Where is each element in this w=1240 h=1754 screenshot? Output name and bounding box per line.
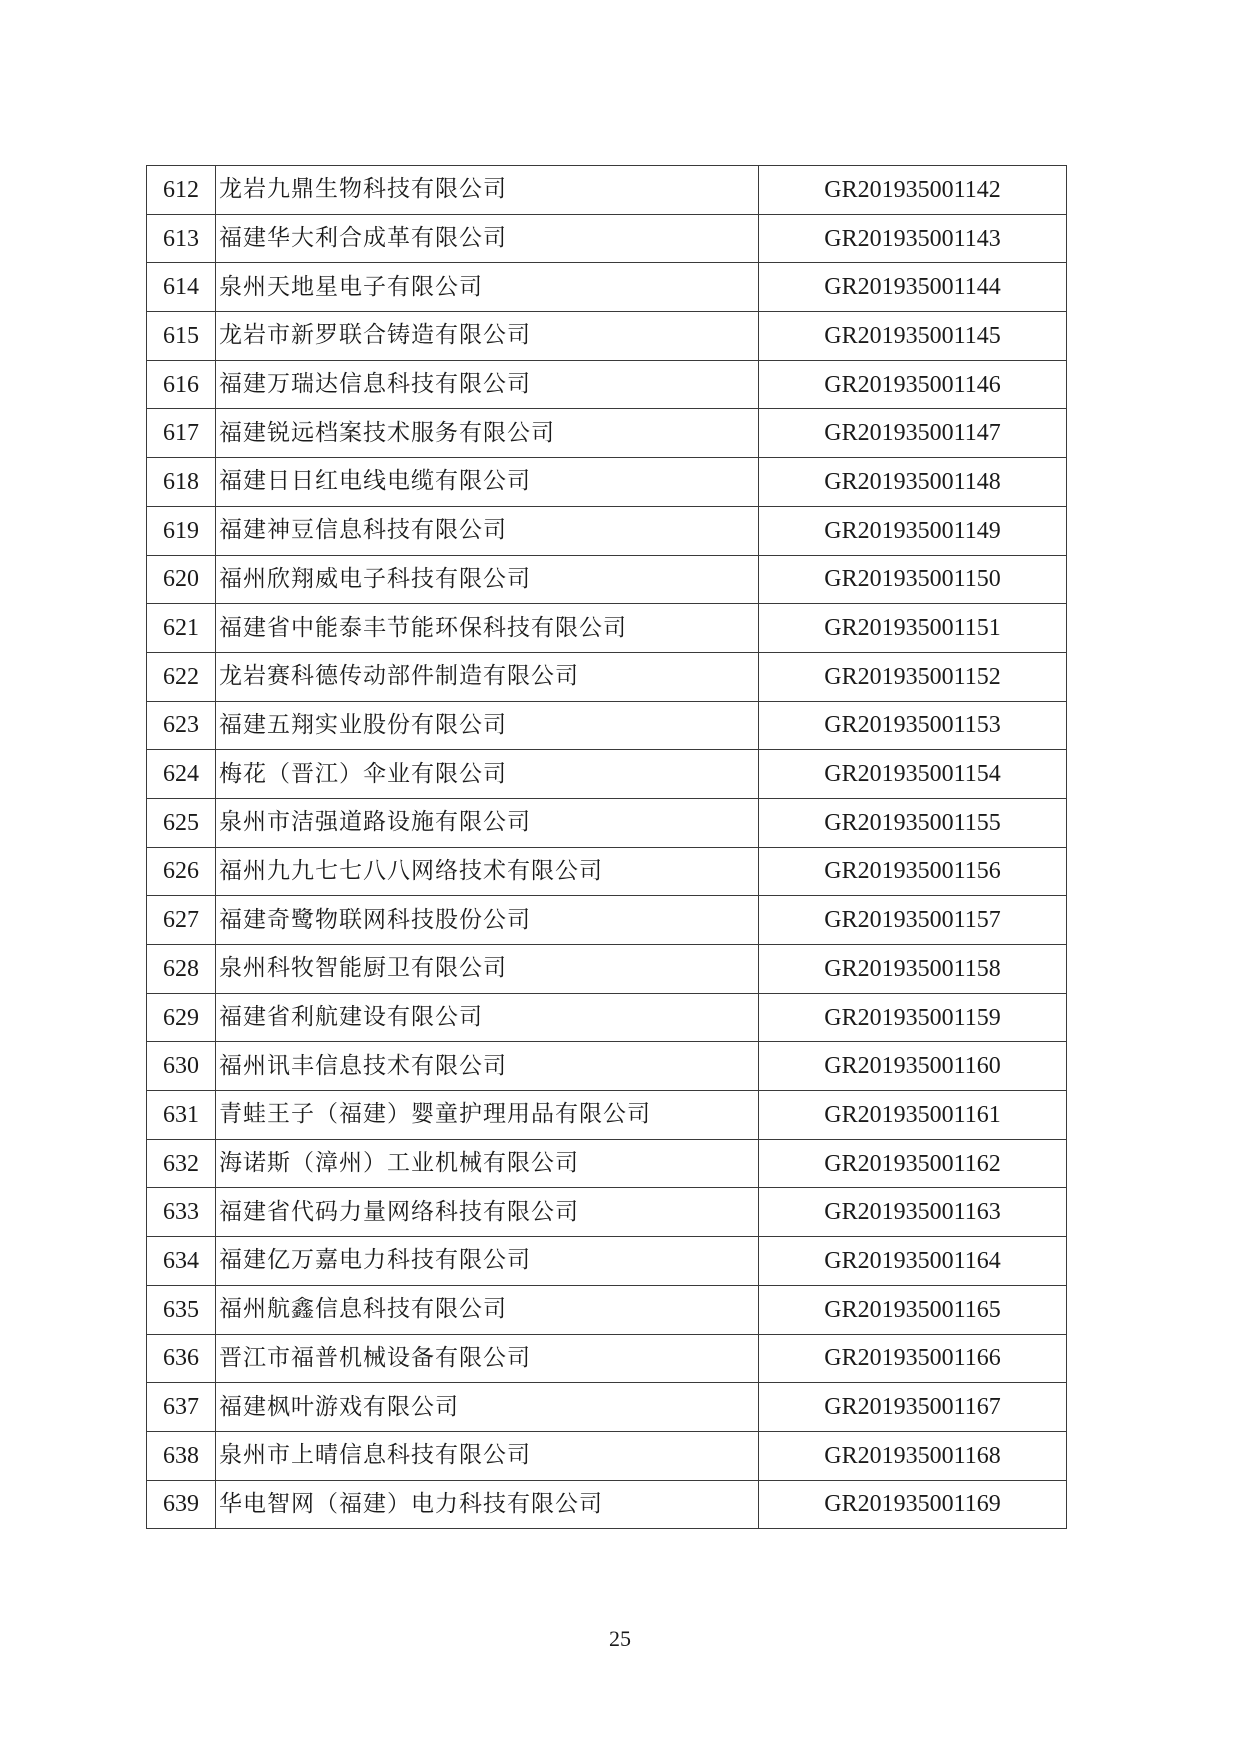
company-name: 福建枫叶游戏有限公司 (216, 1383, 759, 1432)
row-number: 637 (147, 1383, 216, 1432)
company-name: 福建奇鹭物联网科技股份公司 (216, 896, 759, 945)
row-number: 616 (147, 360, 216, 409)
table-row (147, 604, 1067, 653)
company-name: 青蛙王子（福建）婴童护理用品有限公司 (216, 1091, 759, 1140)
table-row (147, 1383, 1067, 1432)
row-number: 622 (147, 652, 216, 701)
company-name: 福建锐远档案技术服务有限公司 (216, 409, 759, 458)
row-number: 621 (147, 604, 216, 653)
certificate-code: GR201935001153 (759, 701, 1067, 750)
certificate-code: GR201935001159 (759, 993, 1067, 1042)
company-name: 泉州市洁强道路设施有限公司 (216, 798, 759, 847)
page-number: 25 (609, 1626, 631, 1651)
certificate-code: GR201935001149 (759, 506, 1067, 555)
certificate-code: GR201935001143 (759, 214, 1067, 263)
table-row (147, 312, 1067, 361)
certificate-code: GR201935001169 (759, 1480, 1067, 1529)
company-name: 华电智网（福建）电力科技有限公司 (216, 1480, 759, 1529)
table-row (147, 1237, 1067, 1286)
row-number: 630 (147, 1042, 216, 1091)
table-row (147, 409, 1067, 458)
row-number: 628 (147, 945, 216, 994)
certificate-code: GR201935001146 (759, 360, 1067, 409)
certificate-code: GR201935001168 (759, 1431, 1067, 1480)
company-name: 福建省利航建设有限公司 (216, 993, 759, 1042)
certificate-code: GR201935001145 (759, 312, 1067, 361)
table-row (147, 1139, 1067, 1188)
row-number: 623 (147, 701, 216, 750)
table-row (147, 652, 1067, 701)
table-row (147, 506, 1067, 555)
row-number: 619 (147, 506, 216, 555)
table-row (147, 1334, 1067, 1383)
company-name: 福建日日红电线电缆有限公司 (216, 458, 759, 507)
table-row (147, 750, 1067, 799)
certificate-code: GR201935001165 (759, 1285, 1067, 1334)
company-name: 福建万瑞达信息科技有限公司 (216, 360, 759, 409)
row-number: 613 (147, 214, 216, 263)
row-number: 633 (147, 1188, 216, 1237)
certificate-code: GR201935001158 (759, 945, 1067, 994)
company-name: 泉州科牧智能厨卫有限公司 (216, 945, 759, 994)
row-number: 615 (147, 312, 216, 361)
table-row (147, 555, 1067, 604)
table-row (147, 1285, 1067, 1334)
row-number: 631 (147, 1091, 216, 1140)
certificate-code: GR201935001163 (759, 1188, 1067, 1237)
certificate-code: GR201935001150 (759, 555, 1067, 604)
company-name: 福州九九七七八八网络技术有限公司 (216, 847, 759, 896)
table-row (147, 166, 1067, 215)
row-number: 620 (147, 555, 216, 604)
company-name: 晋江市福普机械设备有限公司 (216, 1334, 759, 1383)
row-number: 639 (147, 1480, 216, 1529)
row-number: 626 (147, 847, 216, 896)
table-row (147, 1091, 1067, 1140)
table-row (147, 701, 1067, 750)
company-name: 泉州天地星电子有限公司 (216, 263, 759, 312)
company-name: 福建华大利合成革有限公司 (216, 214, 759, 263)
company-name: 福建省代码力量网络科技有限公司 (216, 1188, 759, 1237)
company-name: 福州欣翔威电子科技有限公司 (216, 555, 759, 604)
certificate-code: GR201935001151 (759, 604, 1067, 653)
row-number: 614 (147, 263, 216, 312)
certificate-code: GR201935001142 (759, 166, 1067, 215)
company-name: 龙岩市新罗联合铸造有限公司 (216, 312, 759, 361)
certificate-code: GR201935001157 (759, 896, 1067, 945)
table-row (147, 1431, 1067, 1480)
company-name: 福建省中能泰丰节能环保科技有限公司 (216, 604, 759, 653)
certificate-code: GR201935001154 (759, 750, 1067, 799)
company-name: 梅花（晋江）伞业有限公司 (216, 750, 759, 799)
row-number: 617 (147, 409, 216, 458)
table-row (147, 1480, 1067, 1529)
row-number: 612 (147, 166, 216, 215)
company-name: 龙岩九鼎生物科技有限公司 (216, 166, 759, 215)
certificate-code: GR201935001156 (759, 847, 1067, 896)
certificate-code: GR201935001152 (759, 652, 1067, 701)
row-number: 618 (147, 458, 216, 507)
certificate-code: GR201935001144 (759, 263, 1067, 312)
row-number: 625 (147, 798, 216, 847)
table-row (147, 945, 1067, 994)
company-name: 福建亿万嘉电力科技有限公司 (216, 1237, 759, 1286)
table-row (147, 458, 1067, 507)
row-number: 634 (147, 1237, 216, 1286)
company-name: 福州讯丰信息技术有限公司 (216, 1042, 759, 1091)
table-row (147, 1042, 1067, 1091)
table-body (147, 166, 1067, 1529)
certificate-code: GR201935001148 (759, 458, 1067, 507)
company-name: 福州航鑫信息科技有限公司 (216, 1285, 759, 1334)
company-name: 龙岩赛科德传动部件制造有限公司 (216, 652, 759, 701)
certificate-code: GR201935001155 (759, 798, 1067, 847)
company-name: 泉州市上晴信息科技有限公司 (216, 1431, 759, 1480)
row-number: 629 (147, 993, 216, 1042)
certificate-code: GR201935001147 (759, 409, 1067, 458)
table-row (147, 847, 1067, 896)
table-row (147, 263, 1067, 312)
row-number: 638 (147, 1431, 216, 1480)
table-row (147, 896, 1067, 945)
certificate-code: GR201935001160 (759, 1042, 1067, 1091)
company-name: 福建神豆信息科技有限公司 (216, 506, 759, 555)
company-certificate-table (146, 165, 1067, 1529)
table-row (147, 214, 1067, 263)
row-number: 635 (147, 1285, 216, 1334)
company-name: 福建五翔实业股份有限公司 (216, 701, 759, 750)
row-number: 627 (147, 896, 216, 945)
certificate-code: GR201935001162 (759, 1139, 1067, 1188)
certificate-code: GR201935001167 (759, 1383, 1067, 1432)
table-row (147, 993, 1067, 1042)
certificate-code: GR201935001166 (759, 1334, 1067, 1383)
table-row (147, 1188, 1067, 1237)
row-number: 624 (147, 750, 216, 799)
table-row (147, 798, 1067, 847)
certificate-code: GR201935001164 (759, 1237, 1067, 1286)
certificate-code: GR201935001161 (759, 1091, 1067, 1140)
row-number: 632 (147, 1139, 216, 1188)
table-row (147, 360, 1067, 409)
company-name: 海诺斯（漳州）工业机械有限公司 (216, 1139, 759, 1188)
row-number: 636 (147, 1334, 216, 1383)
